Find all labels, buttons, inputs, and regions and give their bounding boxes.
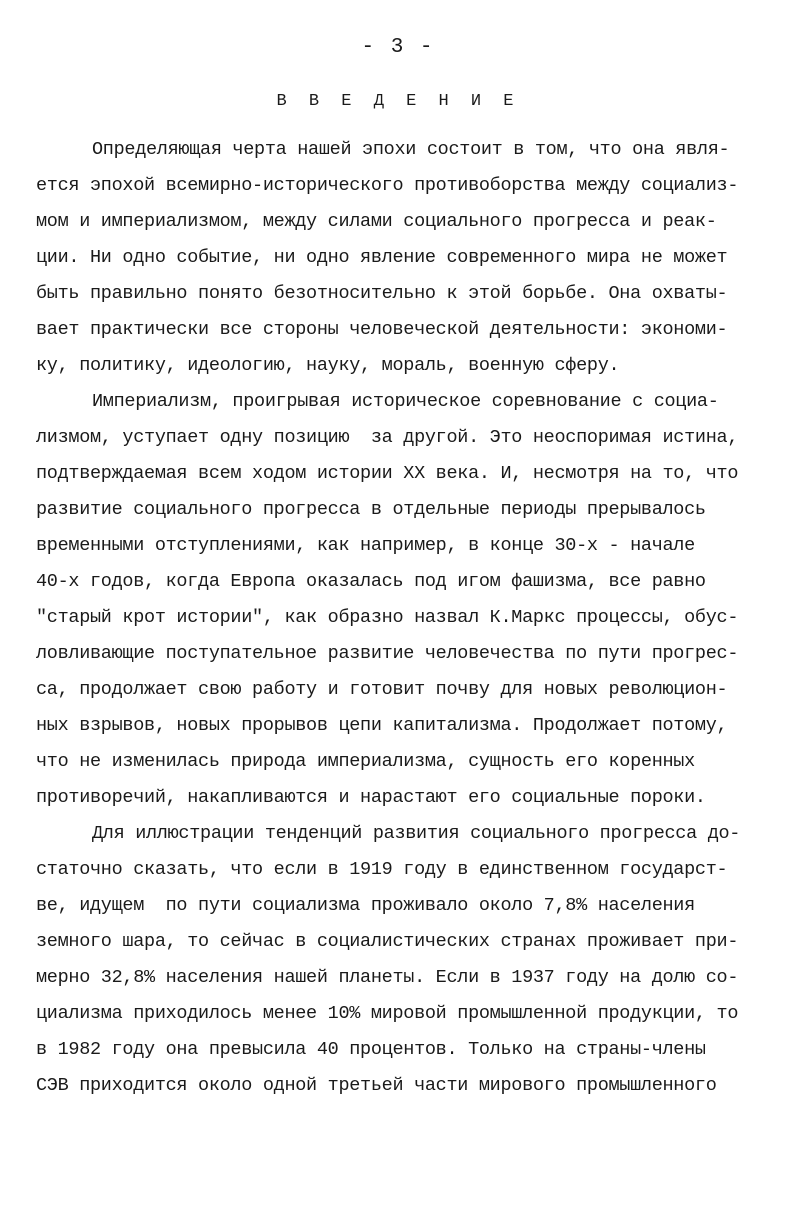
text-line: статочно сказать, что если в 1919 году в единственном государст- [36, 859, 728, 880]
text-line: Определяющая черта нашей эпохи состоит в том, что она явля- [92, 139, 730, 160]
text-line: временными отступлениями, как например, в конце 30-х - начале [36, 535, 695, 556]
text-line: в 1982 году она превысила 40 процентов. Только на страны-члены [36, 1039, 706, 1060]
text-line: вает практически все стороны человеческой деятельности: экономи- [36, 319, 728, 340]
text-line: ловливающие поступательное развитие человечества по пути прогрес- [36, 643, 739, 664]
text-line: ве, идущем по пути социализма проживало около 7,8% населения [36, 895, 695, 916]
text-line: развитие социального прогресса в отдельные периоды прерывалось [36, 499, 706, 520]
text-line: циализма приходилось менее 10% мировой промышленной продукции, то [36, 1003, 739, 1024]
text-line: "старый крот истории", как образно назвал К.Маркс процессы, обус- [36, 607, 739, 628]
page-number: - 3 - [361, 36, 435, 59]
text-line: земного шара, то сейчас в социалистических странах проживает при- [36, 931, 739, 952]
text-line: ции. Ни одно событие, ни одно явление современного мира не может [36, 247, 728, 268]
section-heading: В В Е Д Е Н И Е [276, 92, 520, 111]
text-line: ных взрывов, новых прорывов цепи капитализма. Продолжает потому, [36, 715, 728, 736]
text-line: ется эпохой всемирно-исторического противоборства между социализ- [36, 175, 739, 196]
text-line: Империализм, проигрывая историческое соревнование с социа- [92, 391, 719, 412]
text-line: ку, политику, идеологию, науку, мораль, военную сферу. [36, 355, 620, 376]
text-line: быть правильно понято безотносительно к этой борьбе. Она охваты- [36, 283, 728, 304]
text-line: са, продолжает свою работу и готовит почву для новых революцион- [36, 679, 728, 700]
text-line: лизмом, уступает одну позицию за другой. Это неоспоримая истина, [36, 427, 739, 448]
text-line: противоречий, накапливаются и нарастают его социальные пороки. [36, 787, 706, 808]
text-line: что не изменилась природа империализма, сущность его коренных [36, 751, 695, 772]
text-line: СЭВ приходится около одной третьей части мирового промышленного [36, 1075, 717, 1096]
text-line: подтверждаемая всем ходом истории XX века. И, несмотря на то, что [36, 463, 739, 484]
text-line: мом и империализмом, между силами социального прогресса и реак- [36, 211, 717, 232]
text-line: 40-х годов, когда Европа оказалась под игом фашизма, все равно [36, 571, 706, 592]
text-line: мерно 32,8% населения нашей планеты. Если в 1937 году на долю со- [36, 967, 739, 988]
text-line: Для иллюстрации тенденций развития социального прогресса до- [92, 823, 741, 844]
